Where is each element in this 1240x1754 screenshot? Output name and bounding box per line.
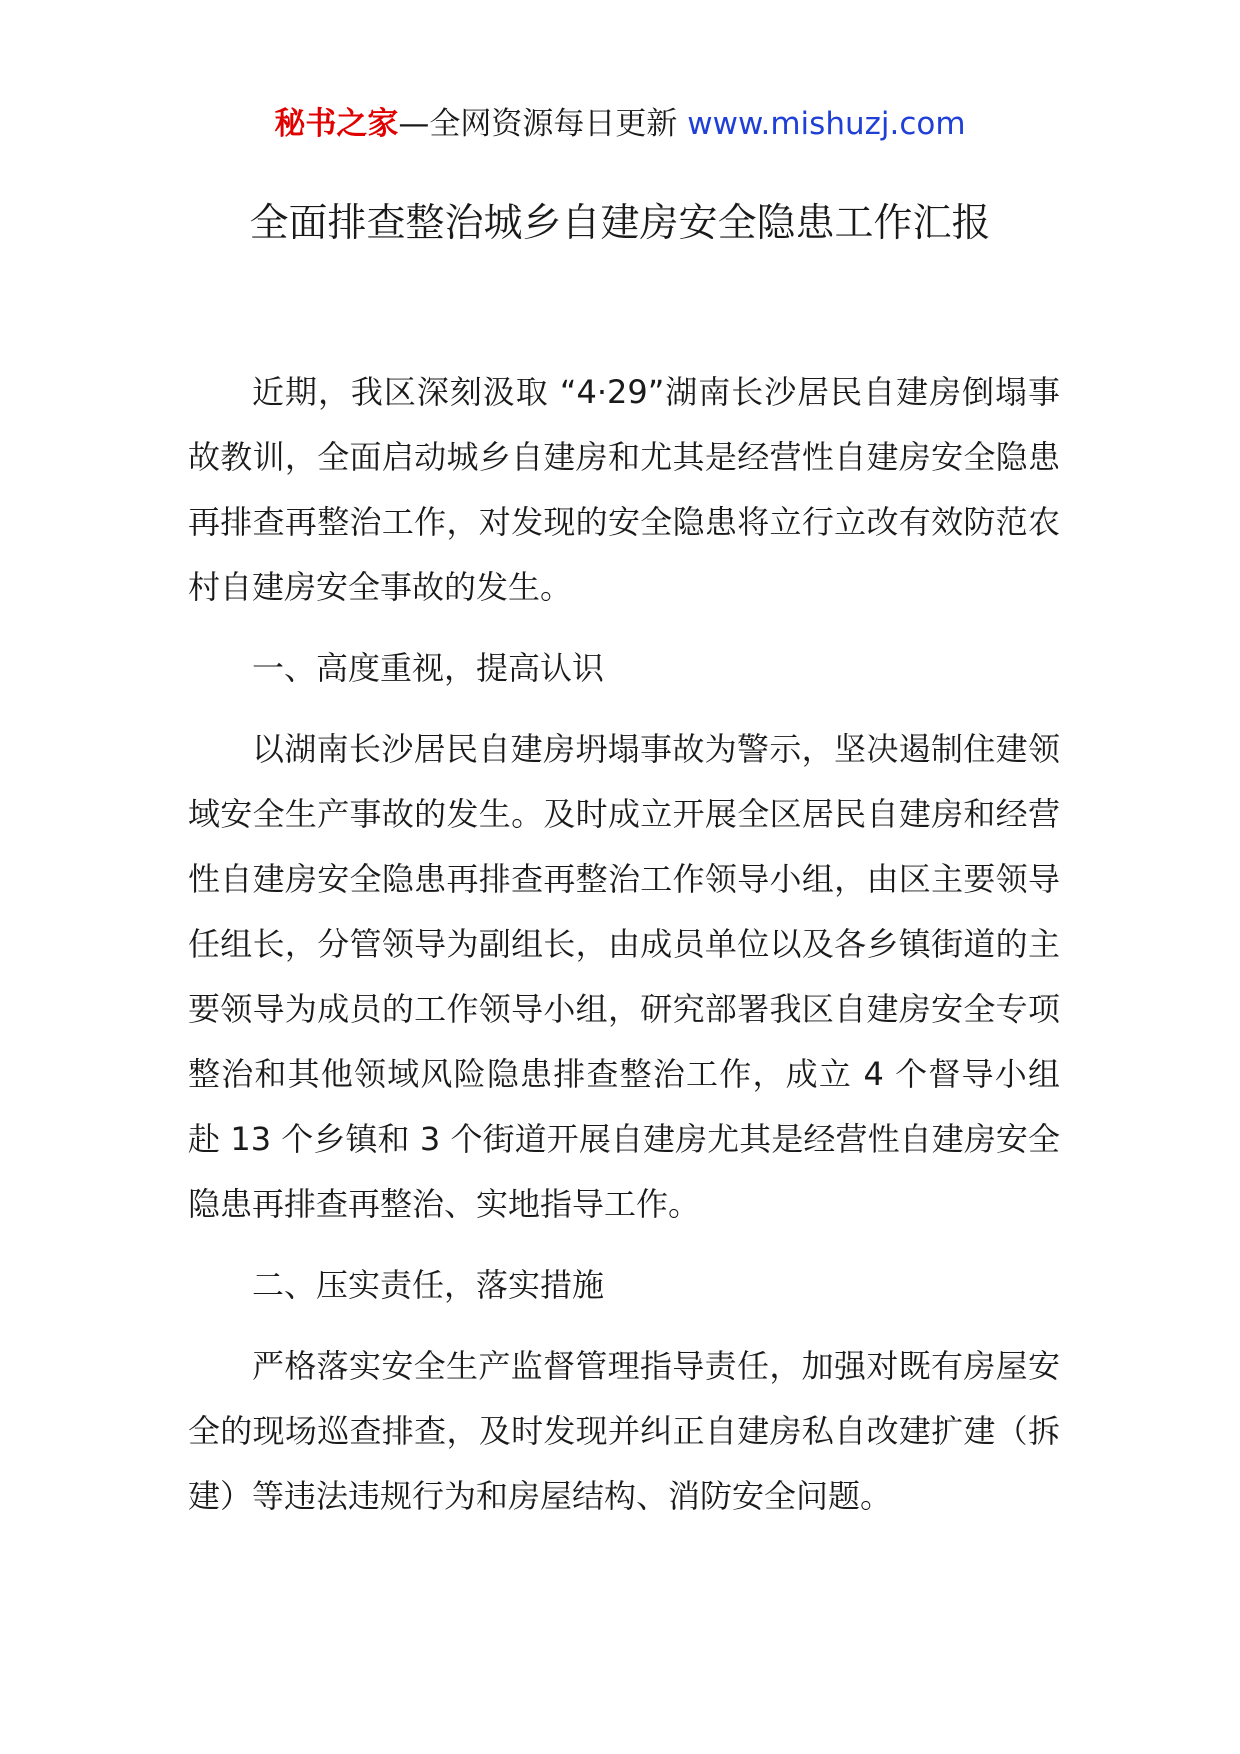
site-url[interactable]: www.mishuzj.com <box>687 106 966 142</box>
section-heading-2: 二、压实责任，落实措施 <box>252 1266 605 1304</box>
section-heading-1: 一、高度重视，提高认识 <box>252 649 605 687</box>
intro-paragraph: 近期，我区深刻汲取 “4·29”湖南长沙居民自建房倒塌事故教训，全面启动城乡自建房和尤其是经营性自建房安全隐患再排查再整治工作，对发现的安全隐患将立行立改有效防范农村自建房安全事故的发生。 <box>188 373 1060 606</box>
section-2-paragraph: 严格落实安全生产监督管理指导责任，加强对既有房屋安全的现场巡查排查，及时发现并纠正自建房私自改建扩建（拆建）等违法违规行为和房屋结构、消防安全问题。 <box>188 1347 1060 1515</box>
site-tagline: —全网资源每日更新 <box>398 106 678 142</box>
document-body <box>188 360 1060 1545</box>
section-1-paragraph: 以湖南长沙居民自建房坍塌事故为警示，坚决遏制住建领域安全生产事故的发生。及时成立开展全区居民自建房和经营性自建房安全隐患再排查再整治工作领导小组，由区主要领导任组长，分管领导为副组长，由成员单位以及各乡镇街道的主要领导为成员的工作领导小组，研究部署我区自建房安全专项整治和其他领域风险隐患排查整治工作，成立 4 个督导小组赴 13 个乡镇和 3 个街道开展自建房尤其是经营性自建房安全隐患再排查再整治、实地指导工作。 <box>188 730 1060 1223</box>
brand-name: 秘书之家 <box>274 106 399 142</box>
document-title: 全面排查整治城乡自建房安全隐患工作汇报 <box>249 201 991 246</box>
site-header <box>0 100 1240 148</box>
